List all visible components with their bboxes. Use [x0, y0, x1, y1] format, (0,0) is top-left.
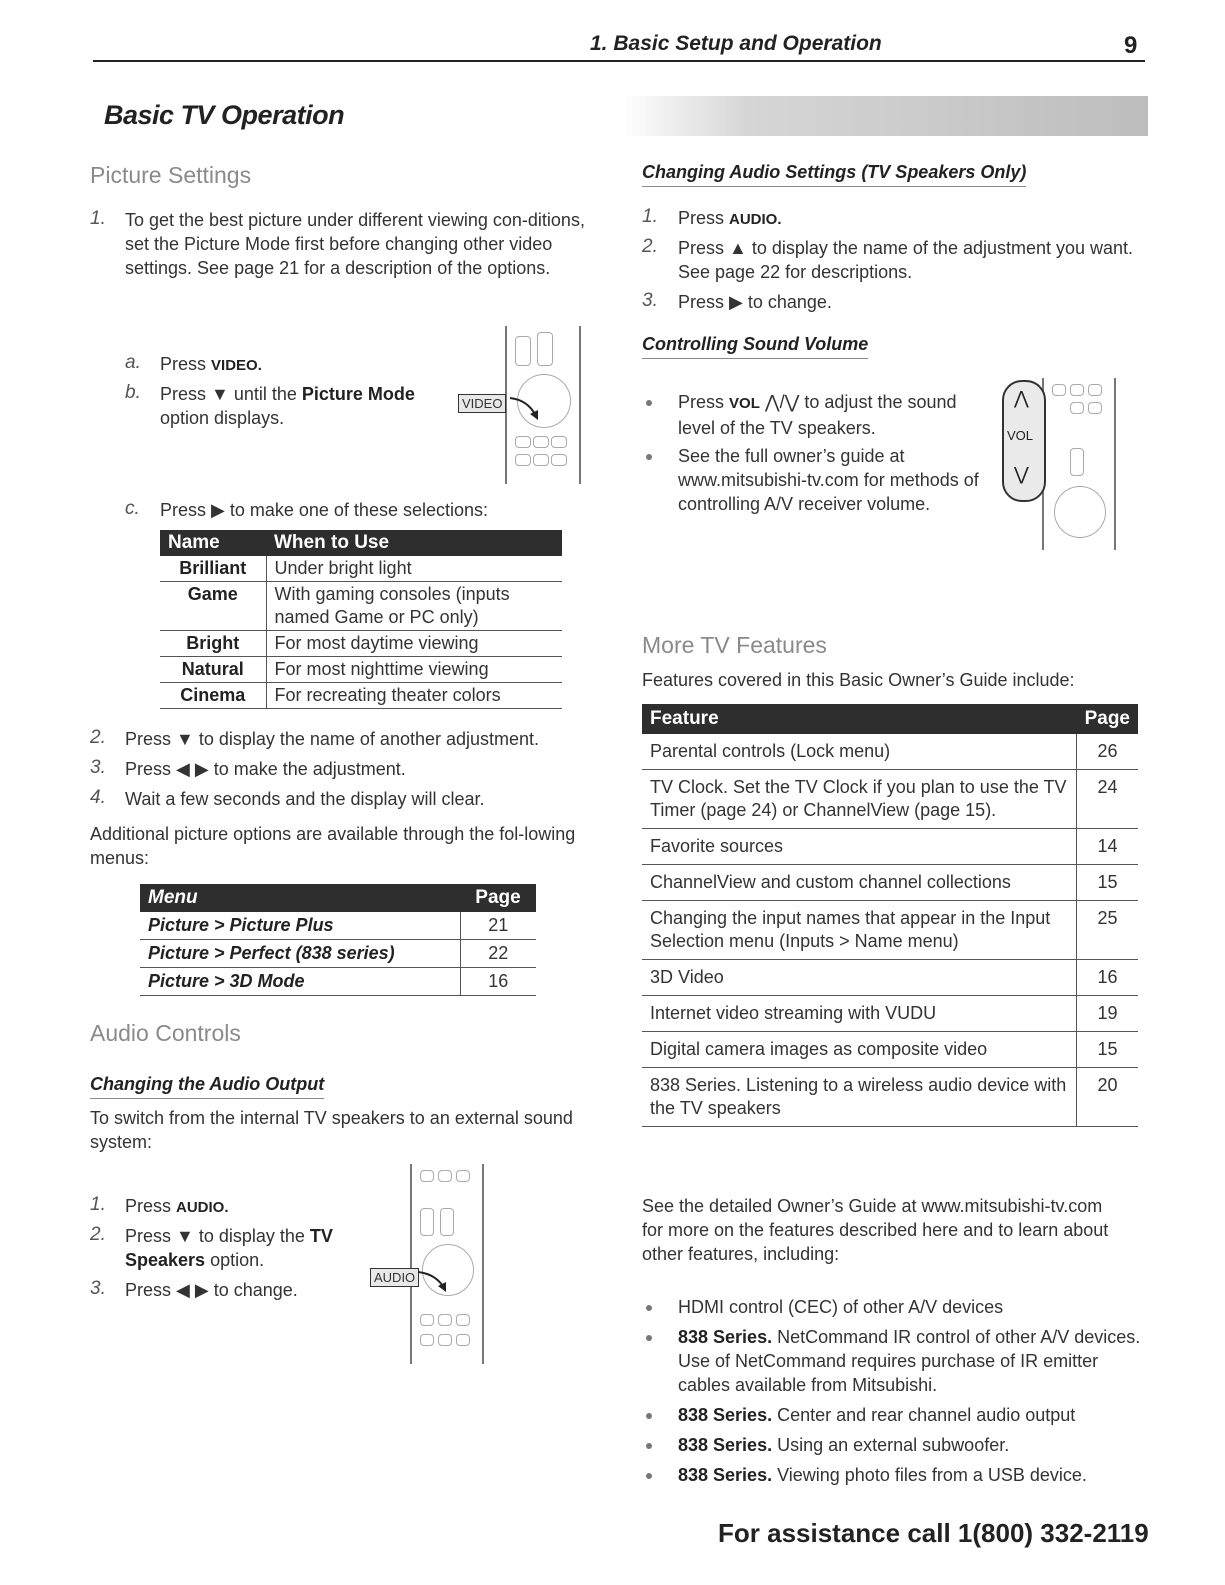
- remote-button-icon: [533, 436, 549, 448]
- table-row: Brilliant Under bright light: [160, 556, 562, 582]
- table-row: Picture > Perfect (838 series) 22: [140, 940, 536, 968]
- bullet-icon: [646, 1305, 652, 1311]
- picture-menu-table: [140, 884, 536, 996]
- volume-up-icon: ⋀: [1014, 388, 1029, 408]
- remote-button-icon: [533, 454, 549, 466]
- remote-button-icon: [420, 1208, 434, 1236]
- feature-table: [642, 704, 1138, 1127]
- remote-button-icon: [456, 1334, 470, 1346]
- step-number: 3.: [90, 1278, 106, 1299]
- assistance-footer: For assistance call 1(800) 332-2119: [718, 1518, 1149, 1548]
- changing-audio-output-subheading: Changing the Audio Output: [90, 1074, 324, 1099]
- running-header-title: 1. Basic Setup and Operation: [590, 32, 882, 55]
- remote-button-icon: [515, 336, 531, 366]
- remote-button-icon: [420, 1334, 434, 1346]
- table-header: Page: [460, 884, 536, 912]
- remote-button-icon: [551, 436, 567, 448]
- remote-button-icon: [1052, 384, 1066, 396]
- table-header: Feature: [642, 704, 1077, 734]
- table-header: Menu: [140, 884, 460, 912]
- step-text: Press ▲ to display the name of the adjustment you want. See page 22 for descriptions.: [678, 238, 1134, 282]
- audio-intro-text: To switch from the internal TV speakers to an external sound system:: [90, 1108, 573, 1152]
- bullet-icon: [646, 1413, 652, 1419]
- step-text: Press ◀ ▶ to change.: [125, 1280, 298, 1300]
- table-row: TV Clock. Set the TV Clock if you plan to use the TV Timer (page 24) or ChannelView (page 15). 24: [642, 770, 1138, 829]
- remote-button-icon: [1070, 448, 1084, 476]
- substep-c-text: Press ▶ to make one of these selections:: [160, 500, 489, 520]
- step-number: 1.: [90, 208, 106, 229]
- changing-audio-settings-subheading: Changing Audio Settings (TV Speakers Only): [642, 162, 1026, 187]
- step-number: 2.: [642, 236, 658, 257]
- volume-rocker-callout: [1002, 380, 1046, 502]
- remote-illustration: [410, 1164, 484, 1364]
- picture-settings-heading: Picture Settings: [90, 162, 252, 188]
- substep-b-text: Press ▼ until the Picture Mode option displays.: [160, 384, 415, 428]
- step-number: 2.: [90, 727, 106, 748]
- remote-illustration: [1042, 378, 1116, 550]
- table-header: Name: [160, 530, 266, 556]
- remote-button-icon: [456, 1314, 470, 1326]
- remote-button-icon: [1070, 384, 1084, 396]
- substep-label: c.: [125, 498, 140, 519]
- table-row: Bright For most daytime viewing: [160, 631, 562, 657]
- remote-button-icon: [515, 454, 531, 466]
- callout-arrow-icon: [508, 394, 548, 424]
- step-text: Wait a few seconds and the display will clear.: [125, 789, 485, 809]
- table-row: Picture > Picture Plus 21: [140, 912, 536, 940]
- step-number: 1.: [642, 206, 658, 227]
- table-row: Parental controls (Lock menu) 26: [642, 734, 1138, 770]
- table-row: Favorite sources 14: [642, 829, 1138, 865]
- remote-button-icon: [440, 1208, 454, 1236]
- step-text: Press ▼ to display the TV Speakers option.: [125, 1226, 333, 1270]
- more-tv-features-heading: More TV Features: [642, 632, 827, 658]
- section-banner-title: Basic TV Operation: [104, 100, 345, 130]
- table-row: Changing the input names that appear in the Input Selection menu (Inputs > Name menu) 25: [642, 901, 1138, 960]
- video-button-callout: VIDEO: [458, 394, 506, 413]
- remote-button-icon: [515, 436, 531, 448]
- volume-label: VOL: [1007, 428, 1034, 443]
- table-row: 3D Video 16: [642, 960, 1138, 996]
- see-detailed-guide-text: See the detailed Owner’s Guide at www.mitsubishi-tv.com for more on the features described here and to learn about other features, including:: [642, 1196, 1109, 1264]
- feature-bullet-text: 838 Series. Using an external subwoofer.: [678, 1435, 1010, 1455]
- remote-button-icon: [1070, 402, 1084, 414]
- bullet-icon: [646, 1443, 652, 1449]
- remote-button-icon: [456, 1170, 470, 1182]
- remote-button-icon: [420, 1170, 434, 1182]
- step-text: To get the best picture under different viewing con-ditions, set the Picture Mode first before changing other video settings. See page 21 for a description of the options.: [125, 210, 585, 278]
- bullet-icon: [646, 1335, 652, 1341]
- controlling-sound-volume-subheading: Controlling Sound Volume: [642, 334, 868, 359]
- substep-label: b.: [125, 382, 141, 403]
- feature-bullet-text: 838 Series. NetCommand IR control of other A/V devices. Use of NetCommand requires purchase of IR emitter cables available from Mitsubishi.: [678, 1327, 1141, 1395]
- picture-mode-table: [160, 530, 562, 709]
- remote-button-icon: [1088, 384, 1102, 396]
- header-rule: [93, 60, 1145, 62]
- remote-button-icon: [438, 1314, 452, 1326]
- step-text: Press AUDIO.: [125, 1196, 229, 1216]
- remote-dpad-icon: [1054, 486, 1106, 538]
- table-row: Natural For most nighttime viewing: [160, 657, 562, 683]
- step-text: Press ◀ ▶ to make the adjustment.: [125, 759, 406, 779]
- bullet-icon: [646, 454, 652, 460]
- volume-bullet-text: See the full owner’s guide at www.mitsubishi-tv.com for methods of controlling A/V receiver volume.: [678, 446, 979, 514]
- step-text: Press ▶ to change.: [678, 292, 832, 312]
- step-number: 3.: [90, 757, 106, 778]
- step-text: Press AUDIO.: [678, 208, 782, 228]
- volume-bullet-text: Press VOL ⋀/⋁ to adjust the sound level of the TV speakers.: [678, 392, 957, 438]
- additional-options-text: Additional picture options are available through the fol-lowing menus:: [90, 824, 576, 868]
- table-row: ChannelView and custom channel collections 15: [642, 865, 1138, 901]
- table-row: Cinema For recreating theater colors: [160, 683, 562, 709]
- feature-bullet-text: 838 Series. Viewing photo files from a USB device.: [678, 1465, 1087, 1485]
- remote-button-icon: [438, 1170, 452, 1182]
- audio-button-callout: AUDIO: [370, 1268, 419, 1287]
- table-row: Digital camera images as composite video 15: [642, 1032, 1138, 1068]
- step-number: 3.: [642, 290, 658, 311]
- table-header: When to Use: [266, 530, 562, 556]
- volume-down-icon: ⋁: [1014, 464, 1029, 484]
- remote-button-icon: [551, 454, 567, 466]
- feature-bullet-text: 838 Series. Center and rear channel audio output: [678, 1405, 1076, 1425]
- remote-button-icon: [438, 1334, 452, 1346]
- step-text: Press ▼ to display the name of another adjustment.: [125, 729, 540, 749]
- step-number: 1.: [90, 1194, 106, 1215]
- table-header: Page: [1077, 704, 1138, 734]
- remote-button-icon: [537, 332, 553, 366]
- bullet-icon: [646, 1473, 652, 1479]
- callout-arrow-icon: [416, 1266, 456, 1296]
- remote-button-icon: [420, 1314, 434, 1326]
- audio-controls-heading: Audio Controls: [90, 1020, 241, 1046]
- more-features-intro: Features covered in this Basic Owner’s Guide include:: [642, 670, 1075, 690]
- step-number: 2.: [90, 1224, 106, 1245]
- table-row: Game With gaming consoles (inputs named Game or PC only): [160, 582, 562, 631]
- remote-button-icon: [1088, 402, 1102, 414]
- table-row: 838 Series. Listening to a wireless audio device with the TV speakers 20: [642, 1068, 1138, 1127]
- bullet-icon: [646, 400, 652, 406]
- table-row: Internet video streaming with VUDU 19: [642, 996, 1138, 1032]
- step-number: 4.: [90, 787, 106, 808]
- substep-a-text: Press VIDEO.: [160, 354, 262, 374]
- substep-label: a.: [125, 352, 141, 373]
- feature-bullet-text: HDMI control (CEC) of other A/V devices: [678, 1297, 1004, 1317]
- table-row: Picture > 3D Mode 16: [140, 968, 536, 996]
- page-number: 9: [1124, 32, 1138, 59]
